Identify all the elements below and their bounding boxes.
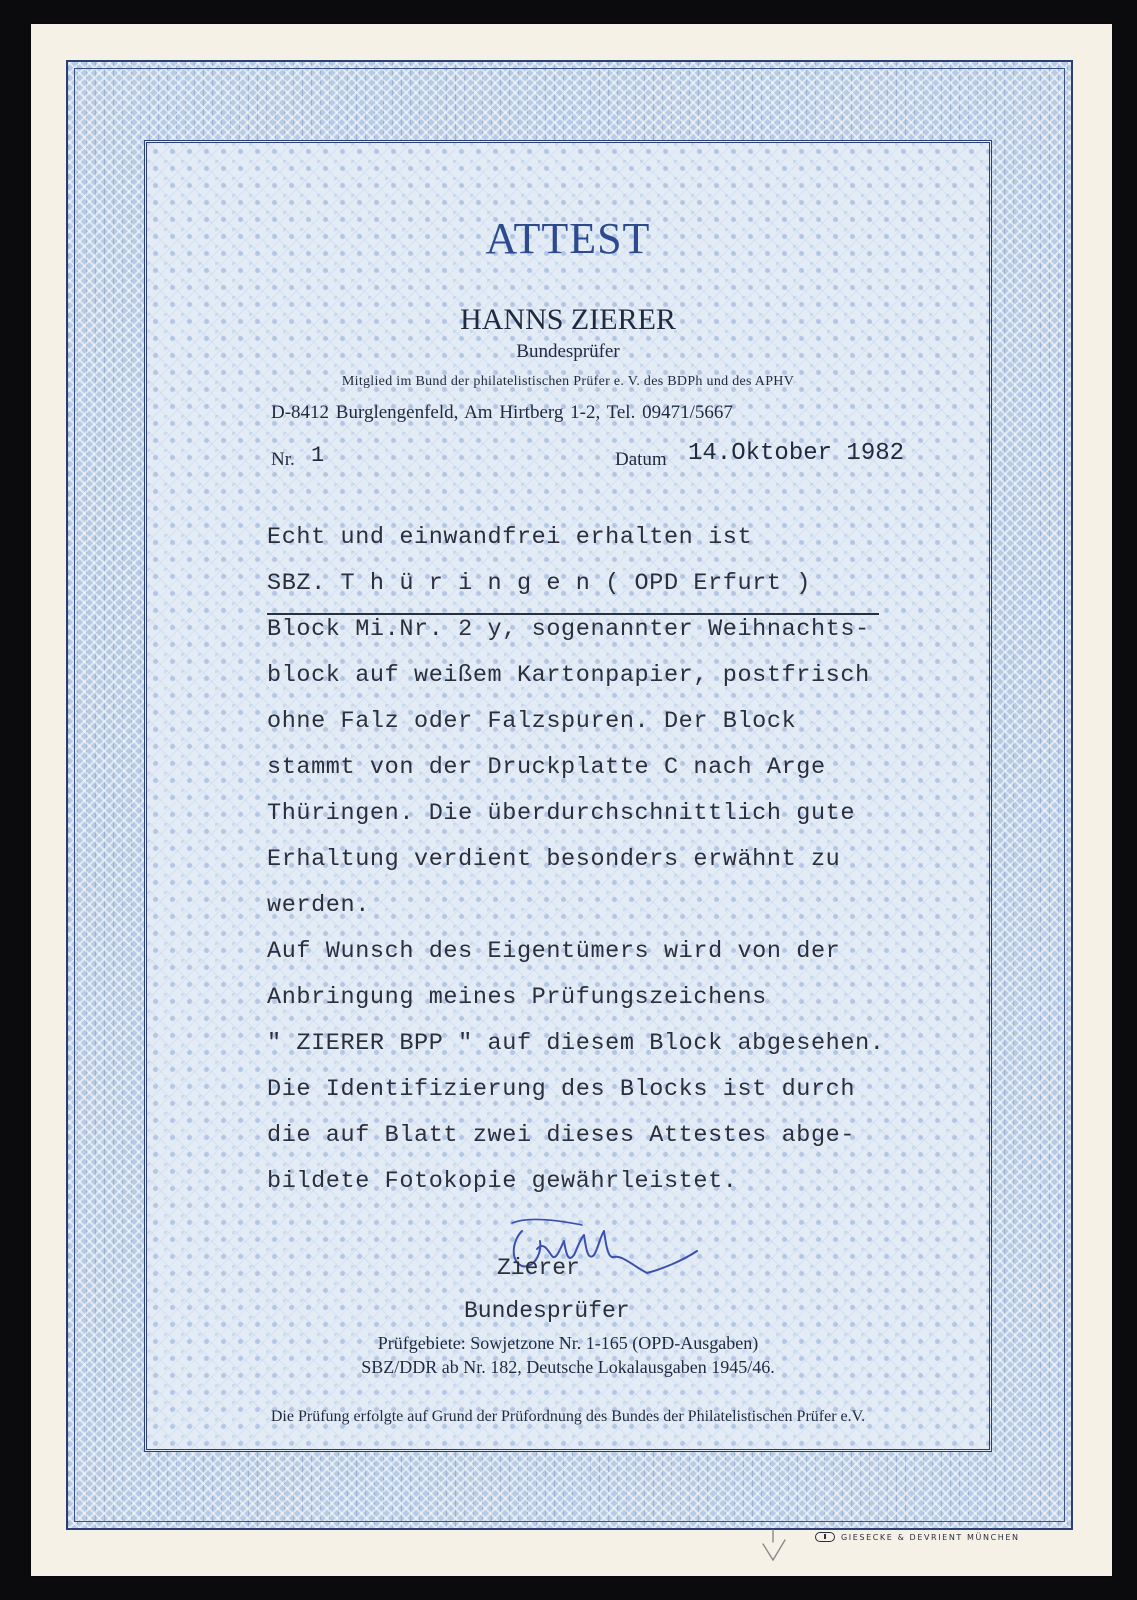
number-value: 1 xyxy=(311,443,325,468)
pencil-check-mark-icon xyxy=(759,1528,789,1562)
signature-role: Bundesprüfer xyxy=(464,1298,630,1324)
membership-line: Mitglied im Bund der philatelistischen Prüfer e. V. des BDPh und des APHV xyxy=(341,374,795,389)
examination-scope-line-1: Prüfgebiete: Sowjetzone Nr. 1-165 (OPD-Ausgaben) xyxy=(377,1333,759,1353)
signature-name: Zierer xyxy=(497,1255,580,1281)
footer-note: Die Prüfung erfolgte auf Grund der Prüfordnung des Bundes der Philatelistischen Prüfer e.V. xyxy=(270,1408,866,1425)
printer-name: GIESECKE & DEVRIENT MÜNCHEN xyxy=(841,1532,1020,1542)
body-line: Erhaltung verdient besonders erwähnt zu xyxy=(267,846,841,873)
examination-scope-line-2: SBZ/DDR ab Nr. 182, Deutsche Lokalausgaben 1945/46. xyxy=(361,1357,775,1377)
date-label: Datum xyxy=(615,449,667,470)
body-line: Block Mi.Nr. 2 y, sogenannter Weihnachts- xyxy=(267,616,870,643)
body-line-subject: SBZ. T h ü r i n g e n ( OPD Erfurt ) xyxy=(267,570,811,597)
certificate-paper xyxy=(31,24,1112,1576)
number-label: Nr. xyxy=(271,449,295,470)
subject-underline xyxy=(267,613,879,615)
examiner-role: Bundesprüfer xyxy=(516,341,620,362)
certificate-title: ATTEST xyxy=(485,214,651,263)
guilloche-border xyxy=(66,60,1073,1530)
body-line: werden. xyxy=(267,892,370,919)
body-line: Die Identifizierung des Blocks ist durch xyxy=(267,1076,856,1103)
body-line: die auf Blatt zwei dieses Attestes abge- xyxy=(267,1122,856,1149)
body-line: ohne Falz oder Falzspuren. Der Block xyxy=(267,708,797,735)
examiner-name: HANNS ZIERER xyxy=(460,303,676,336)
body-line: Auf Wunsch des Eigentümers wird von der xyxy=(267,938,841,965)
printer-imprint xyxy=(815,1532,1020,1542)
printer-logo-icon xyxy=(815,1532,835,1542)
body-line: block auf weißem Kartonpapier, postfrisch xyxy=(267,662,870,689)
certificate-content xyxy=(147,143,989,1449)
address-line: D-8412 Burglengenfeld, Am Hirtberg 1-2, Tel. 09471/5667 xyxy=(271,402,733,423)
body-line: Thüringen. Die überdurchschnittlich gute xyxy=(267,800,856,827)
handwritten-signature xyxy=(482,1211,712,1281)
body-line: Anbringung meines Prüfungszeichens xyxy=(267,984,767,1011)
body-line: bildete Fotokopie gewährleistet. xyxy=(267,1168,738,1195)
body-line: stammt von der Druckplatte C nach Arge xyxy=(267,754,826,781)
certificate-panel xyxy=(144,140,992,1452)
body-line: " ZIERER BPP " auf diesem Block abgesehen. xyxy=(267,1030,885,1057)
date-value: 14.Oktober 1982 xyxy=(688,440,905,467)
body-line: Echt und einwandfrei erhalten ist xyxy=(267,524,753,551)
